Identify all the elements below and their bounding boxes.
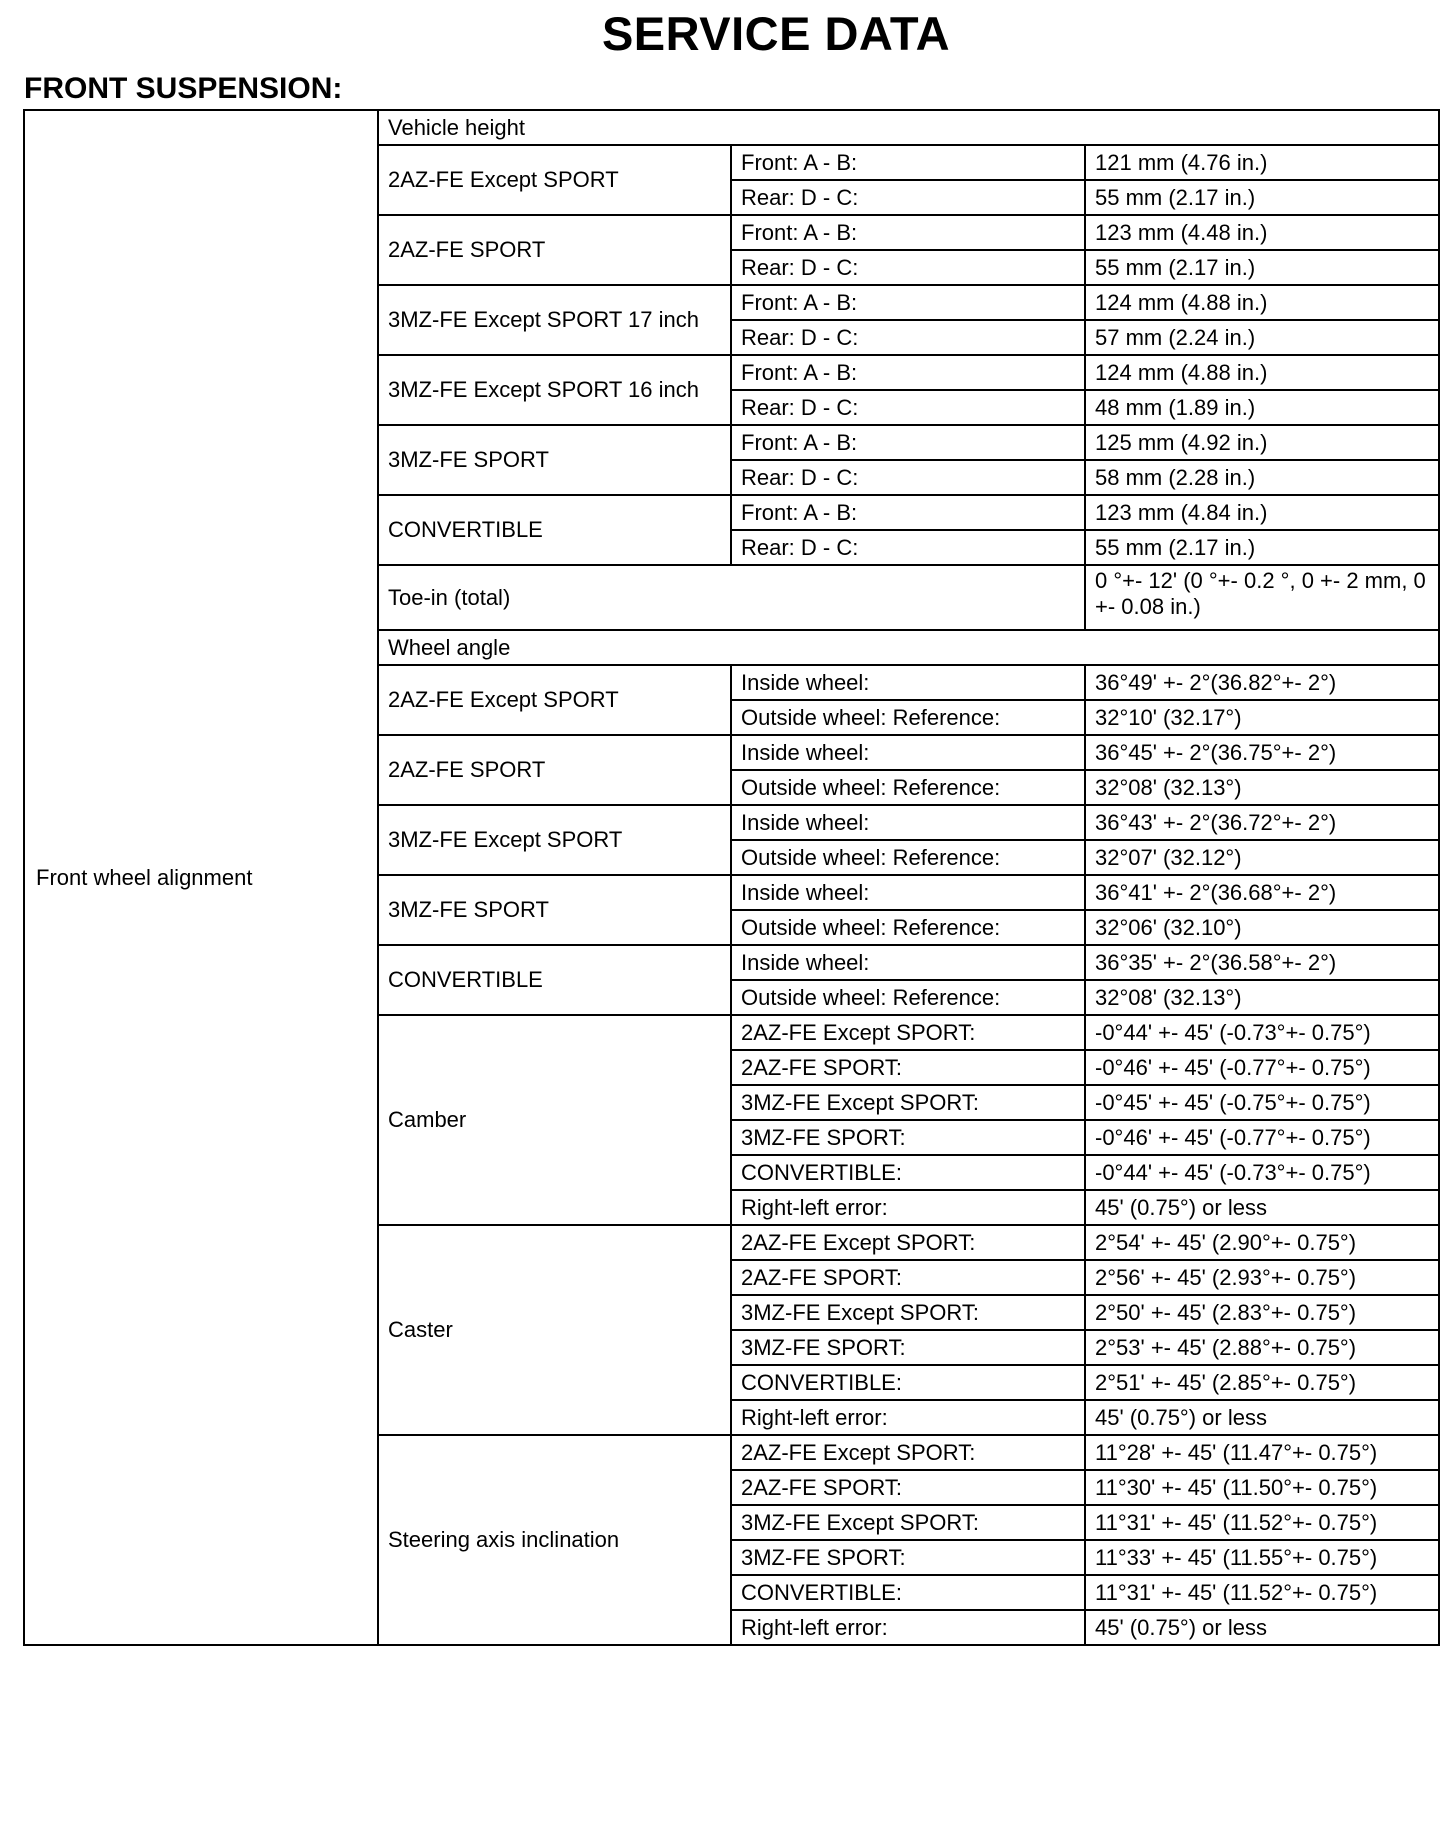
wheel-angle-inside-label: Inside wheel: <box>731 945 1085 980</box>
caster-row-value: 2°54' +- 45' (2.90°+- 0.75°) <box>1085 1225 1439 1260</box>
vehicle-height-front-value: 123 mm (4.48 in.) <box>1085 215 1439 250</box>
wheel-angle-outside-value: 32°07' (32.12°) <box>1085 840 1439 875</box>
camber-row-value: 45' (0.75°) or less <box>1085 1190 1439 1225</box>
camber-row-value: -0°46' +- 45' (-0.77°+- 0.75°) <box>1085 1050 1439 1085</box>
service-data-table <box>23 109 1440 1646</box>
steering-axis-row-label: 2AZ-FE Except SPORT: <box>731 1435 1085 1470</box>
wheel-angle-inside-value: 36°43' +- 2°(36.72°+- 2°) <box>1085 805 1439 840</box>
wheel-angle-outside-value: 32°10' (32.17°) <box>1085 700 1439 735</box>
wheel-angle-inside-value: 36°41' +- 2°(36.68°+- 2°) <box>1085 875 1439 910</box>
steering-axis-row-label: 2AZ-FE SPORT: <box>731 1470 1085 1505</box>
steering-axis-row-value: 11°28' +- 45' (11.47°+- 0.75°) <box>1085 1435 1439 1470</box>
caster-row-value: 2°56' +- 45' (2.93°+- 0.75°) <box>1085 1260 1439 1295</box>
wheel-angle-inside-value: 36°49' +- 2°(36.82°+- 2°) <box>1085 665 1439 700</box>
vehicle-height-rear-value: 48 mm (1.89 in.) <box>1085 390 1439 425</box>
vehicle-height-model: 2AZ-FE SPORT <box>378 215 731 285</box>
wheel-angle-outside-value: 32°06' (32.10°) <box>1085 910 1439 945</box>
vehicle-height-front-label: Front: A - B: <box>731 355 1085 390</box>
steering-axis-row-label: 3MZ-FE Except SPORT: <box>731 1505 1085 1540</box>
steering-axis-row-value: 11°31' +- 45' (11.52°+- 0.75°) <box>1085 1575 1439 1610</box>
camber-row-value: -0°46' +- 45' (-0.77°+- 0.75°) <box>1085 1120 1439 1155</box>
camber-row-label: 3MZ-FE SPORT: <box>731 1120 1085 1155</box>
vehicle-height-front-label: Front: A - B: <box>731 215 1085 250</box>
caster-row-label: 2AZ-FE Except SPORT: <box>731 1225 1085 1260</box>
wheel-angle-label: Wheel angle <box>378 630 1439 665</box>
wheel-angle-outside-value: 32°08' (32.13°) <box>1085 770 1439 805</box>
wheel-angle-outside-label: Outside wheel: Reference: <box>731 980 1085 1015</box>
wheel-angle-model: 3MZ-FE SPORT <box>378 875 731 945</box>
camber-row-label: 2AZ-FE Except SPORT: <box>731 1015 1085 1050</box>
vehicle-height-rear-label: Rear: D - C: <box>731 530 1085 565</box>
vehicle-height-model: 3MZ-FE Except SPORT 17 inch <box>378 285 731 355</box>
vehicle-height-front-label: Front: A - B: <box>731 425 1085 460</box>
steering-axis-row-value: 11°33' +- 45' (11.55°+- 0.75°) <box>1085 1540 1439 1575</box>
steering-axis-row-value: 45' (0.75°) or less <box>1085 1610 1439 1645</box>
vehicle-height-model: 3MZ-FE Except SPORT 16 inch <box>378 355 731 425</box>
wheel-angle-inside-label: Inside wheel: <box>731 735 1085 770</box>
steering-axis-row-label: CONVERTIBLE: <box>731 1575 1085 1610</box>
wheel-angle-inside-label: Inside wheel: <box>731 805 1085 840</box>
camber-row-value: -0°45' +- 45' (-0.75°+- 0.75°) <box>1085 1085 1439 1120</box>
group-label-cell: Front wheel alignment <box>24 110 378 1645</box>
caster-row-value: 2°50' +- 45' (2.83°+- 0.75°) <box>1085 1295 1439 1330</box>
steering-axis-row-label: Right-left error: <box>731 1610 1085 1645</box>
wheel-angle-model: CONVERTIBLE <box>378 945 731 1015</box>
vehicle-height-rear-value: 55 mm (2.17 in.) <box>1085 530 1439 565</box>
steering-axis-row-value: 11°31' +- 45' (11.52°+- 0.75°) <box>1085 1505 1439 1540</box>
caster-row-label: 2AZ-FE SPORT: <box>731 1260 1085 1295</box>
steering-axis-row-label: 3MZ-FE SPORT: <box>731 1540 1085 1575</box>
vehicle-height-front-value: 125 mm (4.92 in.) <box>1085 425 1439 460</box>
camber-row-label: Right-left error: <box>731 1190 1085 1225</box>
toe-in-label: Toe-in (total) <box>378 565 1085 630</box>
wheel-angle-model: 3MZ-FE Except SPORT <box>378 805 731 875</box>
section-heading: FRONT SUSPENSION: <box>24 72 343 105</box>
vehicle-height-front-label: Front: A - B: <box>731 145 1085 180</box>
service-data-table-body <box>24 110 1439 1645</box>
camber-label: Camber <box>378 1015 731 1225</box>
vehicle-height-model: 3MZ-FE SPORT <box>378 425 731 495</box>
vehicle-height-rear-value: 57 mm (2.24 in.) <box>1085 320 1439 355</box>
vehicle-height-rear-label: Rear: D - C: <box>731 460 1085 495</box>
vehicle-height-label: Vehicle height <box>378 110 1439 145</box>
caster-row-value: 45' (0.75°) or less <box>1085 1400 1439 1435</box>
caster-label: Caster <box>378 1225 731 1435</box>
camber-row-label: CONVERTIBLE: <box>731 1155 1085 1190</box>
camber-row-value: -0°44' +- 45' (-0.73°+- 0.75°) <box>1085 1155 1439 1190</box>
vehicle-height-front-value: 124 mm (4.88 in.) <box>1085 285 1439 320</box>
vehicle-height-front-value: 124 mm (4.88 in.) <box>1085 355 1439 390</box>
steering-axis-row-value: 11°30' +- 45' (11.50°+- 0.75°) <box>1085 1470 1439 1505</box>
vehicle-height-rear-value: 55 mm (2.17 in.) <box>1085 180 1439 215</box>
wheel-angle-inside-label: Inside wheel: <box>731 665 1085 700</box>
wheel-angle-outside-label: Outside wheel: Reference: <box>731 910 1085 945</box>
wheel-angle-inside-label: Inside wheel: <box>731 875 1085 910</box>
vehicle-height-rear-value: 55 mm (2.17 in.) <box>1085 250 1439 285</box>
wheel-angle-outside-label: Outside wheel: Reference: <box>731 840 1085 875</box>
page-title: SERVICE DATA <box>601 7 951 60</box>
vehicle-height-model: 2AZ-FE Except SPORT <box>378 145 731 215</box>
vehicle-height-rear-label: Rear: D - C: <box>731 180 1085 215</box>
vehicle-height-front-label: Front: A - B: <box>731 495 1085 530</box>
steering-axis-label: Steering axis inclination <box>378 1435 731 1645</box>
wheel-angle-model: 2AZ-FE SPORT <box>378 735 731 805</box>
camber-row-label: 3MZ-FE Except SPORT: <box>731 1085 1085 1120</box>
vehicle-height-front-value: 123 mm (4.84 in.) <box>1085 495 1439 530</box>
caster-row-label: 3MZ-FE Except SPORT: <box>731 1295 1085 1330</box>
toe-in-value: 0 °+- 12' (0 °+- 0.2 °, 0 +- 2 mm, 0 +- 0.08 in.) <box>1085 565 1439 630</box>
wheel-angle-model: 2AZ-FE Except SPORT <box>378 665 731 735</box>
caster-row-label: Right-left error: <box>731 1400 1085 1435</box>
camber-row-label: 2AZ-FE SPORT: <box>731 1050 1085 1085</box>
wheel-angle-inside-value: 36°45' +- 2°(36.75°+- 2°) <box>1085 735 1439 770</box>
vehicle-height-front-value: 121 mm (4.76 in.) <box>1085 145 1439 180</box>
vehicle-height-rear-label: Rear: D - C: <box>731 320 1085 355</box>
caster-row-value: 2°53' +- 45' (2.88°+- 0.75°) <box>1085 1330 1439 1365</box>
caster-row-label: 3MZ-FE SPORT: <box>731 1330 1085 1365</box>
wheel-angle-outside-label: Outside wheel: Reference: <box>731 700 1085 735</box>
vehicle-height-front-label: Front: A - B: <box>731 285 1085 320</box>
vehicle-height-model: CONVERTIBLE <box>378 495 731 565</box>
table-row <box>24 110 1439 145</box>
wheel-angle-outside-label: Outside wheel: Reference: <box>731 770 1085 805</box>
vehicle-height-rear-label: Rear: D - C: <box>731 390 1085 425</box>
caster-row-label: CONVERTIBLE: <box>731 1365 1085 1400</box>
camber-row-value: -0°44' +- 45' (-0.73°+- 0.75°) <box>1085 1015 1439 1050</box>
wheel-angle-outside-value: 32°08' (32.13°) <box>1085 980 1439 1015</box>
caster-row-value: 2°51' +- 45' (2.85°+- 0.75°) <box>1085 1365 1439 1400</box>
vehicle-height-rear-label: Rear: D - C: <box>731 250 1085 285</box>
wheel-angle-inside-value: 36°35' +- 2°(36.58°+- 2°) <box>1085 945 1439 980</box>
vehicle-height-rear-value: 58 mm (2.28 in.) <box>1085 460 1439 495</box>
